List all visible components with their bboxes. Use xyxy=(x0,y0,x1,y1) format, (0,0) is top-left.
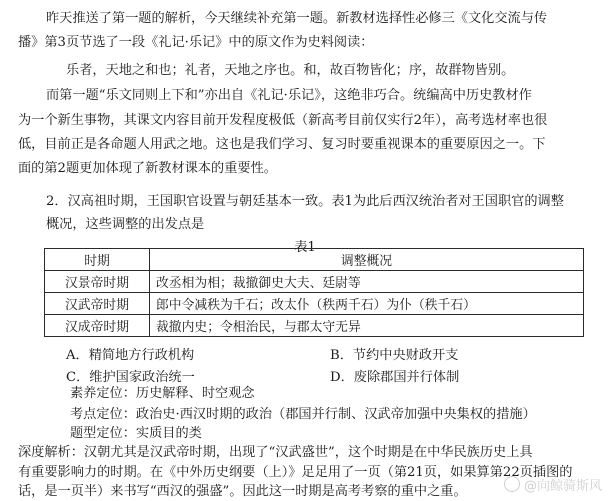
quoted-source-text: 乐者，天地之和也；礼者，天地之序也。和，故百物皆化；序，故群物皆别。 xyxy=(66,63,515,78)
question-type-positioning: 题型定位：实质目的类 xyxy=(70,426,202,441)
option-d: D．废除郡国并行体制 xyxy=(330,370,460,385)
knowledge-positioning: 考点定位：政治史·西汉时期的政治（郡国并行制、汉武帝加强中央集权的措施） xyxy=(70,407,536,422)
watermark-text: @向鲸骑斯风 xyxy=(523,479,602,494)
adjustment-table xyxy=(44,248,584,337)
table-header-row xyxy=(45,249,584,271)
literacy-positioning: 素养定位：历史解释、时空观念 xyxy=(70,386,255,401)
table-header-adjustment: 调整概况 xyxy=(150,249,584,271)
paragraph-2-line-3: 低，目前正是各命题人用武之地。这也是我们学习、复习时要重视课本的重要原因之一。下 xyxy=(18,137,546,152)
table-title: 表1 xyxy=(294,240,316,255)
option-b: B．节约中央财政开支 xyxy=(330,348,459,363)
deep-analysis-line-2: 有重要影响力的时期。在《中外历史纲要（上）》足足用了一页（第21页，如果算第22页插图的 xyxy=(18,465,573,480)
table-row xyxy=(45,293,584,315)
paragraph-1-line-2: 播》第3页节选了一段《礼记·乐记》中的原文作为史料阅读： xyxy=(18,35,374,50)
paragraph-2-line-2: 为一个新生事物，其课文内容目前开发程度极低（新高考目前仅实行2年），高考选材率也很 xyxy=(18,113,548,128)
table-cell-period: 汉武帝时期 xyxy=(45,293,150,315)
option-c: C．维护国家政治统一 xyxy=(66,370,195,385)
table-cell-adjustment: 郎中令减秩为千石；改太仆（秩两千石）为仆（秩千石） xyxy=(150,293,584,315)
paragraph-1-line-1: 昨天推送了第一题的解析，今天继续补充第一题。新教材选择性必修三《文化交流与传 xyxy=(46,11,548,26)
table-header-period: 时期 xyxy=(45,249,150,271)
option-a: A．精简地方行政机构 xyxy=(66,348,195,363)
table-row xyxy=(45,315,584,337)
paragraph-2-line-1: 而第一题“乐文同则上下和”亦出自《礼记·乐记》，这绝非巧合。统编高中历史教材作 xyxy=(46,88,532,103)
deep-analysis-line-3: 话，是一页半）来书写“西汉的强盛”。因此这一时期是高考考察的重中之重。 xyxy=(18,484,467,499)
paragraph-2-line-4: 面的第2题更加体现了新教材课本的重要性。 xyxy=(18,161,277,176)
table-row xyxy=(45,271,584,293)
table-cell-adjustment: 裁撤内史；令相治民，与郡太守无异 xyxy=(150,315,584,337)
question-stem-line-1: 2．汉高祖时期，王国职官设置与朝廷基本一致。表1为此后西汉统治者对王国职官的调整 xyxy=(46,194,564,209)
deep-analysis-line-1: 深度解析：汉朝尤其是汉武帝时期，出现了“汉武盛世”，这个时期是在中华民族历史上具 xyxy=(18,445,533,460)
table-cell-period: 汉成帝时期 xyxy=(45,315,150,337)
watermark xyxy=(504,475,602,494)
watermark-logo-icon xyxy=(504,476,520,492)
question-stem-line-2: 概况，这些调整的出发点是 xyxy=(46,217,205,232)
table-cell-adjustment: 改丞相为相；裁撤御史大夫、廷尉等 xyxy=(150,271,584,293)
table-cell-period: 汉景帝时期 xyxy=(45,271,150,293)
